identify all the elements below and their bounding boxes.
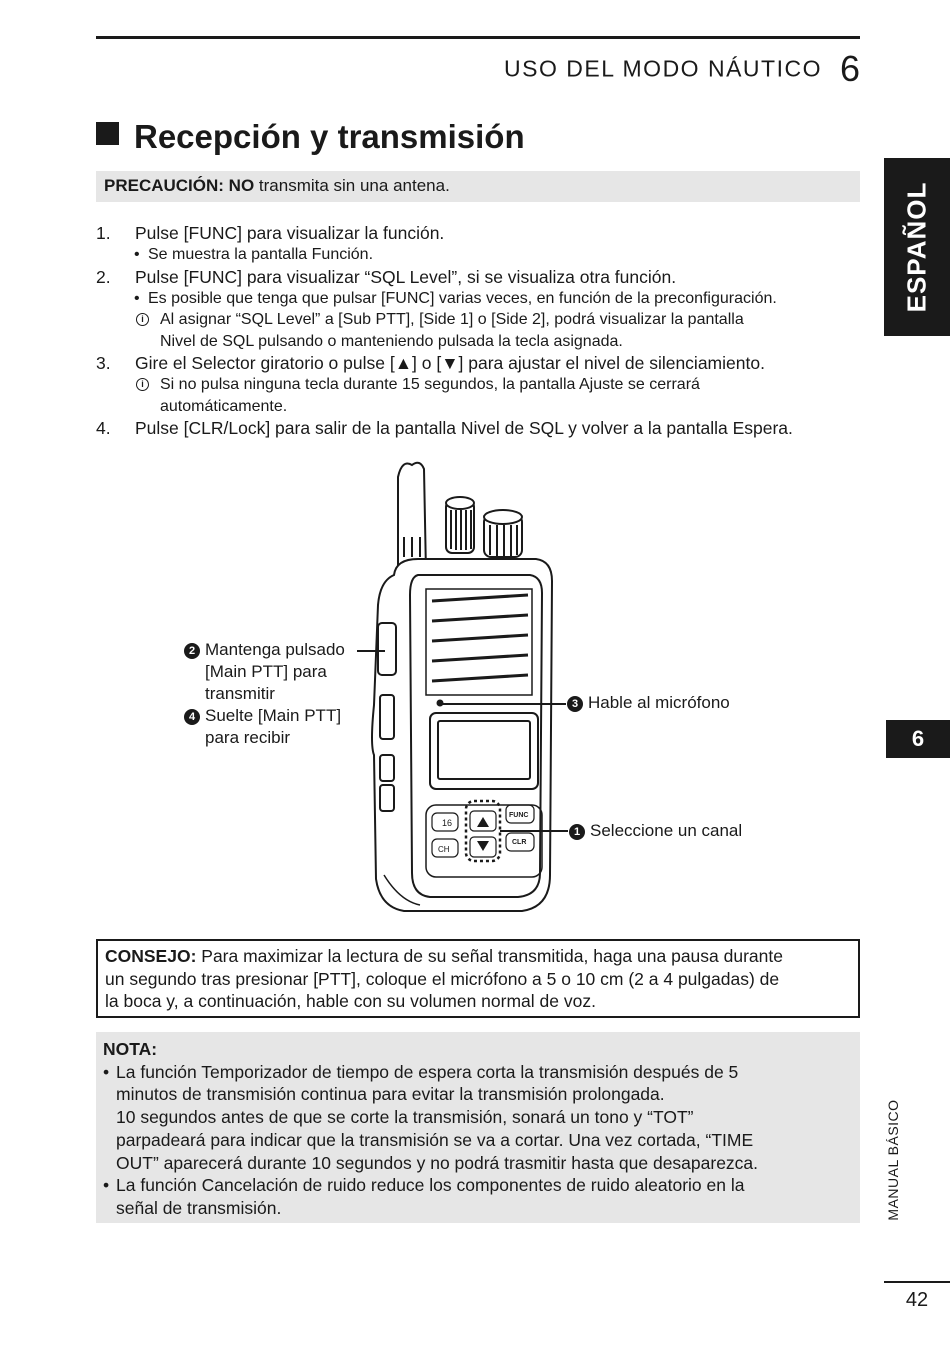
note-text: minutos de transmisión continua para evitar la transmisión prolongada. xyxy=(116,1084,665,1105)
step-3 xyxy=(96,352,866,374)
step-1-bullet xyxy=(96,244,866,266)
note-text: señal de transmisión. xyxy=(116,1197,282,1218)
tip-text: la boca y, a continuación, hable con su volumen normal de voz. xyxy=(105,991,596,1011)
callout-text: Mantenga pulsado xyxy=(205,640,345,659)
page-number-rule xyxy=(884,1281,950,1283)
page-number: 42 xyxy=(905,1289,929,1311)
key-ch-label: CH xyxy=(438,845,450,854)
callout-number-icon: 3 xyxy=(567,696,583,712)
step-text: Pulse [CLR/Lock] para salir de la pantalla Nivel de SQL y volver a la pantalla Espera. xyxy=(135,418,793,438)
note-text: 10 segundos antes de que se corte la transmisión, sonará un tono y “TOT” xyxy=(116,1107,694,1128)
note-item xyxy=(103,1174,853,1219)
callout-text: Suelte [Main PTT] xyxy=(205,706,342,725)
info-text: Nivel de SQL pulsando o manteniendo pulsada la tecla asignada. xyxy=(160,332,623,350)
note-item xyxy=(103,1061,853,1175)
callout-text: transmitir xyxy=(205,684,275,703)
step-number: 3. xyxy=(96,353,111,373)
callout-line-mic xyxy=(440,703,566,705)
callout-microphone xyxy=(567,692,730,714)
manual-label-text: MANUAL BÁSICO xyxy=(885,1099,901,1221)
step-number: 1. xyxy=(96,223,111,243)
step-1 xyxy=(96,222,866,244)
tip-box xyxy=(96,939,860,1018)
step-text: Pulse [FUNC] para visualizar “SQL Level”, si se visualiza otra función. xyxy=(135,266,677,287)
info-icon: i xyxy=(136,313,149,326)
key-clr-label: CLR xyxy=(512,839,527,846)
step-3-info xyxy=(96,374,866,396)
step-3-info-cont xyxy=(96,396,866,418)
caution-label: PRECAUCIÓN: NO xyxy=(104,176,255,195)
radio-illustration xyxy=(360,455,560,917)
note-box xyxy=(96,1032,860,1223)
callout-text: para recibir xyxy=(205,728,291,747)
note-text: OUT” aparecerá durante 10 segundos y no podrá trasmitir hasta que desaparezca. xyxy=(116,1152,759,1173)
bullet-icon: • xyxy=(103,1061,110,1082)
note-text: parpadeará para indicar que la transmisión se va a cortar. Una vez cortada, “TIME xyxy=(116,1129,754,1150)
step-2 xyxy=(96,266,866,288)
info-text: automáticamente. xyxy=(160,397,288,415)
section-title xyxy=(96,118,525,156)
section-title-text: Recepción y transmisión xyxy=(134,118,525,155)
caution-box xyxy=(96,171,860,202)
section-square-icon xyxy=(96,122,119,145)
step-text: Pulse [FUNC] para visualizar la función. xyxy=(135,223,445,243)
callout-number-icon: 4 xyxy=(184,709,200,725)
callout-line-keys xyxy=(500,830,568,832)
callout-transmit xyxy=(184,639,345,749)
chapter-title: USO DEL MODO NÁUTICO xyxy=(504,55,822,82)
tip-label: CONSEJO: xyxy=(105,946,197,966)
note-text: La función Cancelación de ruido reduce los componentes de ruido aleatorio en la xyxy=(116,1175,745,1196)
callout-number-icon: 2 xyxy=(184,643,200,659)
callout-text: Hable al micrófono xyxy=(588,693,730,712)
key-16-label: 16 xyxy=(442,818,453,828)
step-number: 2. xyxy=(96,266,111,287)
callout-number-icon: 1 xyxy=(569,824,585,840)
chapter-number: 6 xyxy=(839,48,860,89)
note-text: La función Temporizador de tiempo de espera corta la transmisión después de 5 xyxy=(116,1061,739,1082)
step-4 xyxy=(96,417,866,439)
bullet-icon: • xyxy=(103,1175,110,1196)
header-rule xyxy=(96,36,860,39)
manual-label xyxy=(853,1050,933,1270)
callout-text: [Main PTT] para xyxy=(205,662,327,681)
bullet-icon: • xyxy=(134,246,140,263)
info-text: Si no pulsa ninguna tecla durante 15 segundos, la pantalla Ajuste se cerrará xyxy=(160,376,700,393)
tip-text: un segundo tras presionar [PTT], coloque el micrófono a 5 o 10 cm (2 a 4 pulgadas) de xyxy=(105,968,780,989)
bullet-icon: • xyxy=(134,289,140,307)
info-text: Al asignar “SQL Level” a [Sub PTT], [Side 1] o [Side 2], podrá visualizar la pantalla xyxy=(160,311,744,328)
step-number: 4. xyxy=(96,418,111,438)
step-2-bullet xyxy=(96,288,866,310)
chapter-header xyxy=(96,48,860,90)
caution-text: transmita sin una antena. xyxy=(254,176,450,195)
tip-text: Para maximizar la lectura de su señal transmitida, haga una pausa durante xyxy=(196,946,783,966)
callout-line-ptt xyxy=(357,650,385,652)
step-2-info-cont xyxy=(96,331,866,353)
callout-text: Seleccione un canal xyxy=(590,821,743,840)
info-icon: i xyxy=(136,378,149,391)
steps-list xyxy=(96,222,866,439)
note-label: NOTA: xyxy=(103,1039,158,1059)
language-tab-text: ESPAÑOL xyxy=(901,181,932,313)
bullet-text: Es posible que tenga que pulsar [FUNC] varias veces, en función de la preconfiguración. xyxy=(148,289,777,307)
chapter-tab: 6 xyxy=(886,720,950,758)
step-text: Gire el Selector giratorio o pulse [▲] o [▼] para ajustar el nivel de silenciamiento. xyxy=(135,353,765,373)
callout-channel xyxy=(569,820,742,842)
bullet-text: Se muestra la pantalla Función. xyxy=(148,246,374,263)
key-func-label: FUNC xyxy=(509,812,529,819)
step-2-info xyxy=(96,309,866,331)
language-tab xyxy=(884,158,950,336)
